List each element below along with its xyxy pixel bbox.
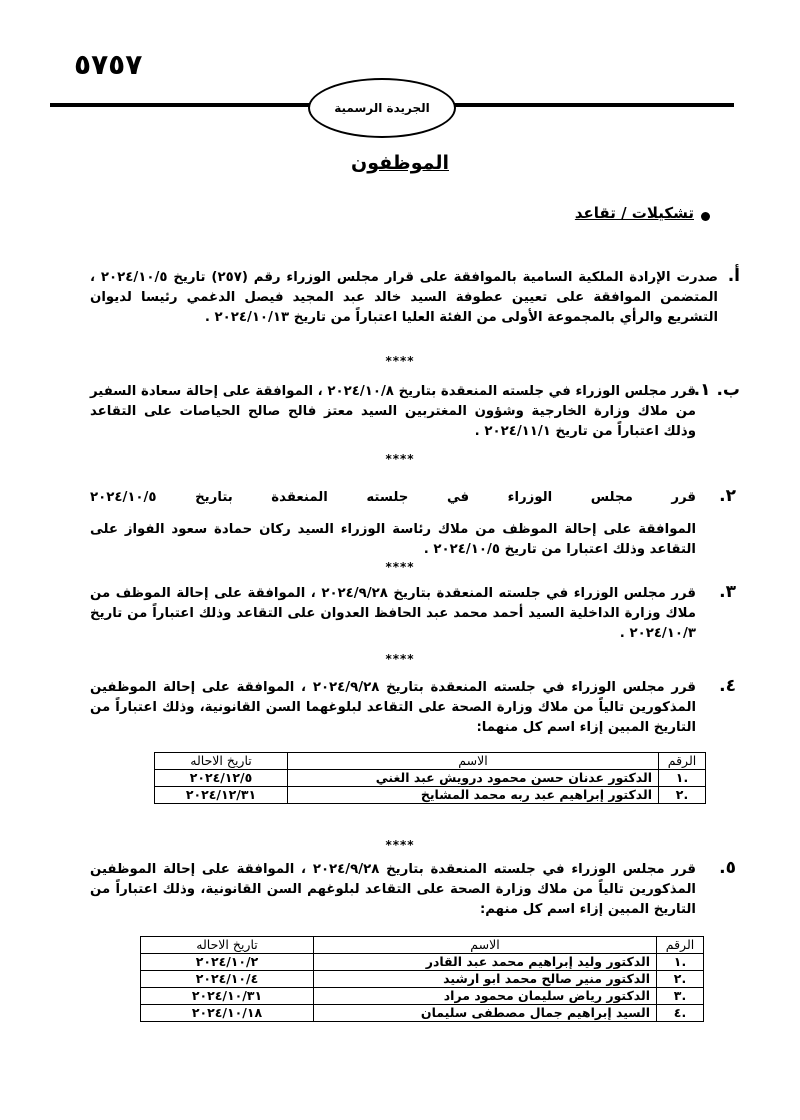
table-row bbox=[155, 770, 706, 787]
para-4-label: ٤. bbox=[719, 676, 736, 696]
section-title: الموظفون bbox=[351, 152, 449, 174]
para-3-text: قرر مجلس الوزراء في جلسته المنعقدة بتاريخ ٢٠٢٤/٩/٢٨ ، الموافقة على إحالة الموظف من ملاك وزارة الداخلية السيد أحمد محمد عبد الحافظ العدوان على التقاعد وذلك اعتباراً من تاريخ ٢٠٢٤/١٠/٣ . bbox=[90, 586, 696, 641]
row-number: .١ bbox=[659, 770, 706, 787]
separator-stars: **** bbox=[385, 652, 415, 666]
row-name: السيد إبراهيم جمال مصطفى سليمان bbox=[314, 1005, 657, 1022]
row-number: .٢ bbox=[659, 787, 706, 804]
para-5-label: ٥. bbox=[719, 858, 736, 878]
retirees-table-5 bbox=[140, 936, 704, 1022]
row-number: .٣ bbox=[657, 988, 704, 1005]
separator-stars: **** bbox=[385, 560, 415, 574]
para-4-text: قرر مجلس الوزراء في جلسته المنعقدة بتاريخ ٢٠٢٤/٩/٢٨ ، الموافقة على إحالة الموظفين المذكورين تالياً من ملاك وزارة الصحة على التقاعد لبلوغهما السن القانونية، وذلك اعتباراً من التاريخ المبين إزاء اسم كل منهما: bbox=[90, 680, 696, 735]
row-number: .٤ bbox=[657, 1005, 704, 1022]
para-2-text: الموافقة على إحالة الموظف من ملاك رئاسة الوزراء السيد ركان حمادة سعود الفواز على التقاعد وذلك اعتبارا من تاريخ ٢٠٢٤/١٠/٥ . bbox=[90, 522, 696, 557]
page-number: ٥٧٥٧ bbox=[74, 48, 143, 81]
para-5-text: قرر مجلس الوزراء في جلسته المنعقدة بتاريخ ٢٠٢٤/٩/٢٨ ، الموافقة على إحالة الموظفين المذكورين تالياً من ملاك وزارة الصحة على التقاعد لبلوغهم السن القانونية، وذلك اعتباراً من التاريخ المبين إزاء اسم كل منهم: bbox=[90, 862, 696, 917]
column-header-date: تاريخ الاحاله bbox=[141, 937, 314, 954]
row-name: الدكتور إبراهيم عبد ربه محمد المشايخ bbox=[288, 787, 659, 804]
column-header-number: الرقم bbox=[659, 753, 706, 770]
table-header-row bbox=[141, 937, 704, 954]
column-header-date: تاريخ الاحاله bbox=[155, 753, 288, 770]
row-number: .١ bbox=[657, 954, 704, 971]
separator-stars: **** bbox=[385, 452, 415, 466]
row-name: الدكتور رياض سليمان محمود مراد bbox=[314, 988, 657, 1005]
column-header-name: الاسم bbox=[314, 937, 657, 954]
table-row bbox=[141, 1005, 704, 1022]
retirees-table-4 bbox=[154, 752, 706, 804]
para-a-text: صدرت الإرادة الملكية السامية بالموافقة على قرار مجلس الوزراء رقم (٢٥٧) تاريخ ٢٠٢٤/١٠/٥ ، المتضمن الموافقة على تعيين عطوفة السيد خالد عبد المجيد فيصل الدغمي رئيسا لديوان التشريع والرأي بالمجموعة الأولى من الفئة العليا اعتباراً من تاريخ ٢٠٢٤/١٠/١٣ . bbox=[90, 270, 719, 325]
para-a-label: أ. bbox=[727, 266, 740, 286]
column-header-number: الرقم bbox=[657, 937, 704, 954]
row-name: الدكتور عدنان حسن محمود درويش عبد الغني bbox=[288, 770, 659, 787]
row-name: الدكتور منير صالح محمد ابو ارشيد bbox=[314, 971, 657, 988]
table-row bbox=[141, 971, 704, 988]
subsection-title: تشكيلات / تقاعد bbox=[574, 204, 694, 222]
separator-stars: **** bbox=[385, 354, 415, 368]
row-date: ٢٠٢٤/١٢/٣١ bbox=[155, 787, 288, 804]
table-header-row bbox=[155, 753, 706, 770]
column-header-name: الاسم bbox=[288, 753, 659, 770]
row-date: ٢٠٢٤/١٠/١٨ bbox=[141, 1005, 314, 1022]
table-row bbox=[155, 787, 706, 804]
row-date: ٢٠٢٤/١٢/٥ bbox=[155, 770, 288, 787]
para-b1-text: قرر مجلس الوزراء في جلسته المنعقدة بتاريخ ٢٠٢٤/١٠/٨ ، الموافقة على إحالة سعادة السفير من ملاك وزارة الخارجية وشؤون المغتربين السيد معتز فالح صالح الحياصات على التقاعد وذلك اعتباراً من تاريخ ٢٠٢٤/١١/١ . bbox=[90, 384, 697, 439]
row-date: ٢٠٢٤/١٠/٤ bbox=[141, 971, 314, 988]
table-row bbox=[141, 988, 704, 1005]
bullet-icon bbox=[701, 212, 710, 221]
row-number: .٢ bbox=[657, 971, 704, 988]
table-row bbox=[141, 954, 704, 971]
separator-stars: **** bbox=[385, 838, 415, 852]
para-b1-label: ب. ١. bbox=[693, 380, 740, 400]
para-2-label: ٢. bbox=[719, 486, 736, 506]
row-date: ٢٠٢٤/١٠/٢ bbox=[141, 954, 314, 971]
row-name: الدكتور وليد إبراهيم محمد عبد القادر bbox=[314, 954, 657, 971]
row-date: ٢٠٢٤/١٠/٣١ bbox=[141, 988, 314, 1005]
para-3-label: ٣. bbox=[719, 582, 736, 602]
gazette-header-label: الجريدة الرسمية bbox=[308, 78, 456, 138]
para-2-line1: قرر مجلس الوزراء في جلسته المنعقدة بتاريخ ٢٠٢٤/١٠/٥ bbox=[90, 490, 696, 505]
